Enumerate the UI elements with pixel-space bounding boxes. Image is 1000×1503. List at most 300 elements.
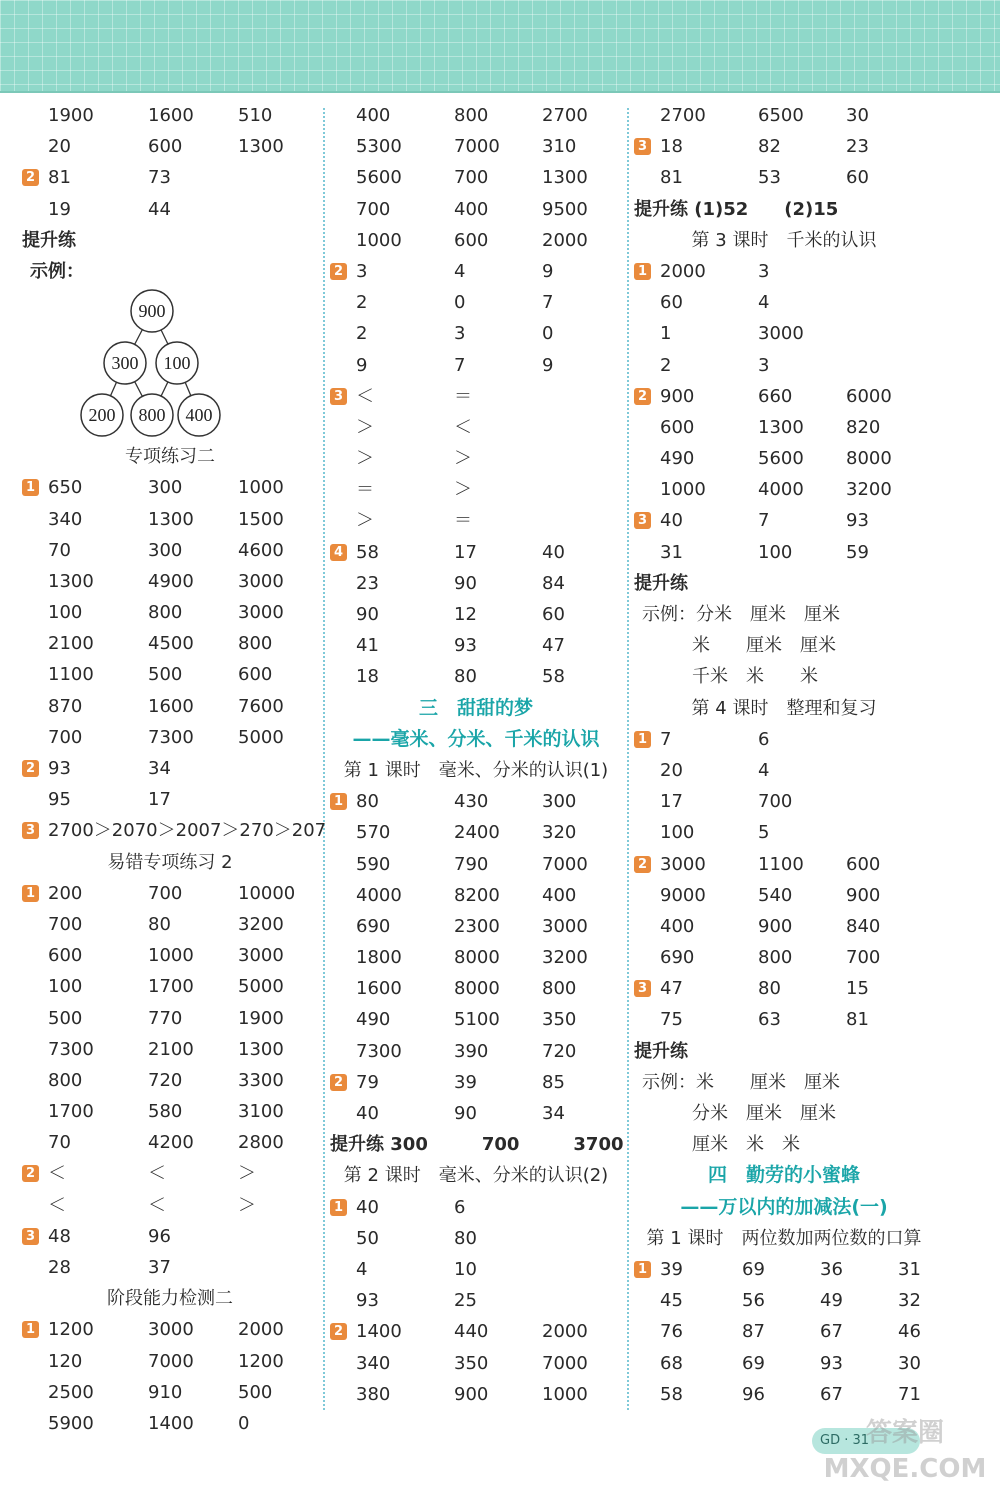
answer-row — [634, 505, 934, 536]
question-number-badge: 3 — [22, 822, 39, 839]
answer-value: ＞ — [454, 448, 472, 470]
answer-value: 3000 — [238, 945, 284, 967]
answer-row — [22, 131, 318, 162]
answer-row — [22, 940, 318, 971]
answer-row — [330, 162, 622, 193]
answer-value: ＞ — [238, 1194, 256, 1216]
answer-value: ＜ — [356, 385, 374, 407]
answer-value: 600 — [660, 416, 695, 438]
answer-row — [22, 100, 318, 131]
answer-value: 1200 — [238, 1350, 284, 1372]
answer-value: ＜ — [48, 1194, 66, 1216]
answer-row — [22, 1003, 318, 1034]
answer-value: 840 — [846, 915, 881, 937]
answer-value: 9500 — [542, 198, 588, 220]
answer-value: 1200 — [48, 1319, 94, 1341]
answer-value: 700 — [148, 882, 183, 904]
answer-row — [330, 100, 622, 131]
answer-value: ＝ — [454, 510, 472, 532]
page-header-band — [0, 0, 1000, 93]
answer-value: 100 — [660, 822, 695, 844]
answer-row — [22, 225, 318, 256]
answer-value: 0 — [542, 323, 554, 345]
answer-row — [22, 504, 318, 535]
answer-row — [22, 691, 318, 722]
question-number-badge: 1 — [22, 885, 39, 902]
answer-value: 5300 — [356, 136, 402, 158]
answer-value: 500 — [148, 664, 183, 686]
answer-row — [330, 630, 622, 661]
answer-value: 570 — [356, 822, 391, 844]
answer-value: 90 — [454, 572, 477, 594]
answer-row — [634, 100, 934, 131]
answer-value: 5000 — [238, 726, 284, 748]
answer-row — [330, 817, 622, 848]
question-number-badge: 3 — [634, 980, 651, 997]
answer-value: 23 — [846, 136, 869, 158]
answer-value: 7300 — [148, 726, 194, 748]
answer-value: 18 — [356, 666, 379, 688]
answer-value: 380 — [356, 1383, 391, 1405]
answer-value: 770 — [148, 1007, 183, 1029]
answer-value: 1700 — [48, 1101, 94, 1123]
answer-value: 80 — [758, 978, 781, 1000]
answer-value: 2000 — [238, 1319, 284, 1341]
answer-value: 76 — [660, 1321, 683, 1343]
answer-value: 340 — [356, 1352, 391, 1374]
answer-row — [634, 1067, 934, 1098]
question-number-badge: 4 — [330, 544, 347, 561]
answer-value: 700 — [758, 791, 793, 813]
answer-value: 90 — [454, 1103, 477, 1124]
answer-value: 67 — [820, 1321, 843, 1343]
answer-row — [22, 256, 318, 287]
answer-value: 6 — [758, 728, 770, 750]
answer-value: 3 — [454, 323, 466, 345]
answer-value: 81 — [846, 1009, 869, 1031]
answer-value: 1 — [660, 323, 672, 345]
answer-value: 58 — [542, 666, 565, 688]
answer-value: ＞ — [238, 1163, 256, 1185]
answer-value: 39 — [660, 1258, 683, 1280]
answer-value: 2100 — [48, 633, 94, 655]
answer-row — [330, 1379, 622, 1410]
answer-value: 900 — [660, 385, 695, 407]
answer-value: 7300 — [356, 1040, 402, 1062]
answer-value: 1000 — [356, 229, 402, 251]
answer-row — [634, 350, 934, 381]
answer-value: 800 — [542, 978, 577, 1000]
answer-value: 580 — [148, 1101, 183, 1123]
answer-value: 93 — [454, 635, 477, 657]
answer-row — [634, 474, 934, 505]
answer-value: 3000 — [542, 915, 588, 937]
answer-value: 93 — [356, 1290, 379, 1312]
answer-line: 提升练 (1)52 (2)15 — [634, 198, 839, 220]
answer-value: 4000 — [758, 479, 804, 501]
answer-value: 660 — [758, 385, 793, 407]
answer-value: ＞ — [356, 510, 374, 532]
answer-value: 80 — [148, 913, 171, 935]
answer-row — [634, 537, 934, 568]
answer-row — [634, 942, 934, 973]
section-title: 易错专项练习 2 — [107, 851, 233, 873]
answer-row — [634, 693, 934, 724]
answer-row — [22, 815, 327, 846]
answer-row — [330, 474, 622, 505]
answer-value: 28 — [48, 1257, 71, 1278]
tree-node-value: 800 — [138, 405, 166, 426]
answer-row — [22, 1314, 318, 1345]
answer-row — [330, 505, 622, 536]
answer-value: 440 — [454, 1321, 489, 1343]
answer-value: 350 — [542, 1009, 577, 1031]
section-label: 提升练 — [22, 229, 76, 251]
tree-node-value: 400 — [185, 405, 213, 426]
answer-value: 1300 — [238, 1038, 284, 1060]
answer-row — [22, 722, 318, 753]
answer-value: 700 — [48, 726, 83, 748]
answer-row — [22, 878, 318, 909]
answer-row — [22, 535, 318, 566]
answer-column-2 — [330, 100, 622, 1410]
answer-row — [330, 973, 622, 1004]
answer-row — [22, 441, 318, 472]
answer-value: 87 — [742, 1321, 765, 1343]
section-label: 提升练 — [634, 1040, 688, 1062]
answer-column-3 — [634, 100, 934, 1410]
answer-value: 19 — [48, 198, 71, 220]
answer-value: 1800 — [356, 947, 402, 969]
answer-row — [330, 443, 622, 474]
answer-value: ＜ — [148, 1163, 166, 1185]
answer-value: 59 — [846, 541, 869, 563]
answer-row — [634, 1098, 934, 1129]
answer-row — [330, 1316, 622, 1347]
tree-node-value: 900 — [138, 301, 166, 322]
answer-value: 1600 — [356, 978, 402, 1000]
answer-value: 1300 — [48, 570, 94, 592]
question-number-badge: 3 — [330, 388, 347, 405]
answer-value: 3100 — [238, 1101, 284, 1123]
tree-node-value: 200 — [88, 405, 116, 426]
answer-value: 7600 — [238, 695, 284, 717]
number-tree-diagram — [22, 287, 318, 441]
answer-value: ＜ — [148, 1194, 166, 1216]
answer-row — [634, 318, 934, 349]
answer-value: 39 — [454, 1071, 477, 1093]
answer-value: 60 — [542, 604, 565, 625]
answer-value: 79 — [356, 1071, 379, 1093]
answer-value: 300 — [148, 477, 183, 499]
answer-row — [634, 1254, 934, 1285]
answer-value: 2 — [356, 323, 368, 345]
answer-line: 示例：米 厘米 厘米 — [642, 1071, 840, 1093]
answer-value: 690 — [356, 915, 391, 937]
answer-value: 40 — [542, 541, 565, 563]
answer-value: 1100 — [48, 664, 94, 686]
answer-value: 100 — [758, 541, 793, 563]
answer-row — [634, 381, 934, 412]
answer-value: 7 — [542, 292, 554, 314]
answer-row — [330, 849, 622, 880]
watermark — [820, 1415, 990, 1495]
answer-value: 12 — [454, 604, 477, 625]
answer-value: 720 — [542, 1040, 577, 1062]
answer-row — [330, 537, 622, 568]
answer-value: 30 — [898, 1352, 921, 1374]
answer-value: 1500 — [238, 508, 284, 530]
answer-value: 48 — [48, 1225, 71, 1247]
answer-line: 提升练 300 700 3700 — [330, 1134, 624, 1156]
answer-row — [634, 1192, 934, 1223]
answer-row — [330, 1129, 622, 1160]
answer-row — [634, 1223, 934, 1254]
answer-value: 82 — [758, 136, 781, 158]
answer-value: 70 — [48, 1132, 71, 1154]
answer-value: 69 — [742, 1258, 765, 1280]
answer-value: 1900 — [238, 1007, 284, 1029]
answer-value: 200 — [48, 882, 83, 904]
unit-heading: 三 甜甜的梦 — [418, 696, 533, 719]
answer-row — [330, 350, 622, 381]
answer-value: 46 — [898, 1321, 921, 1343]
answer-row — [634, 1348, 934, 1379]
answer-row — [22, 1127, 318, 1158]
answer-value: 2700 — [542, 105, 588, 126]
answer-row — [330, 1160, 622, 1191]
answer-row — [634, 568, 934, 599]
answer-value: 900 — [454, 1383, 489, 1405]
answer-value: 2300 — [454, 915, 500, 937]
answer-value: 800 — [148, 602, 183, 624]
answer-value: 1300 — [758, 416, 804, 438]
answer-value: 120 — [48, 1350, 83, 1372]
answer-row — [330, 1254, 622, 1285]
answer-value: 37 — [148, 1257, 171, 1278]
answer-row — [330, 724, 622, 755]
answer-row — [330, 755, 622, 786]
answer-value: 80 — [356, 791, 379, 813]
answer-value: 3 — [758, 260, 770, 282]
column-divider — [323, 108, 325, 1410]
answer-value: ＞ — [454, 479, 472, 501]
answer-value: 41 — [356, 635, 379, 657]
answer-row — [22, 597, 318, 628]
answer-value: 2 — [660, 354, 672, 376]
section-title: 专项练习二 — [125, 446, 215, 468]
answer-row — [634, 630, 934, 661]
answer-value: 2700 — [660, 105, 706, 126]
answer-row — [634, 973, 934, 1004]
answer-value: 96 — [148, 1225, 171, 1247]
answer-row — [634, 412, 934, 443]
answer-value: 9 — [356, 354, 368, 376]
answer-row — [634, 911, 934, 942]
answer-row — [22, 971, 318, 1002]
answer-value: 4 — [454, 260, 466, 282]
answer-row — [330, 256, 622, 287]
answer-line: 千米 米 米 — [692, 666, 818, 688]
answer-row — [330, 942, 622, 973]
answer-value: 93 — [820, 1352, 843, 1374]
answer-value: 320 — [542, 822, 577, 844]
answer-value: 1400 — [148, 1412, 194, 1434]
answer-value: 6 — [454, 1196, 466, 1218]
answer-value: 1900 — [48, 105, 94, 126]
answer-value: 1400 — [356, 1321, 402, 1343]
answer-value: 600 — [846, 853, 881, 875]
answer-value: 4 — [758, 292, 770, 314]
answer-value: 9000 — [660, 884, 706, 906]
question-number-badge: 1 — [634, 1261, 651, 1278]
question-number-badge: 1 — [330, 1199, 347, 1216]
answer-row — [330, 1285, 622, 1316]
answer-value: 60 — [660, 292, 683, 314]
answer-value: 350 — [454, 1352, 489, 1374]
answer-value: 49 — [820, 1290, 843, 1312]
answer-value: ＜ — [48, 1163, 66, 1185]
answer-value: 870 — [48, 695, 83, 717]
answer-value: 8000 — [454, 947, 500, 969]
answer-value: 2100 — [148, 1038, 194, 1060]
answer-value: 67 — [820, 1383, 843, 1405]
answer-value: 10 — [454, 1258, 477, 1280]
answer-value: 3000 — [660, 853, 706, 875]
answer-value: 4500 — [148, 633, 194, 655]
answer-value: 5000 — [238, 976, 284, 998]
answer-value: 44 — [148, 198, 171, 220]
answer-row — [330, 568, 622, 599]
answer-value: 2500 — [48, 1381, 94, 1403]
answer-value: 17 — [454, 541, 477, 563]
answer-row — [634, 194, 934, 225]
answer-line: 厘米 米 米 — [692, 1134, 800, 1156]
unit-heading: ——万以内的加减法(一) — [680, 1195, 888, 1218]
answer-value: ＝ — [454, 385, 472, 407]
answer-value: 510 — [238, 105, 273, 126]
answer-value: 490 — [660, 448, 695, 470]
answer-value: 3200 — [238, 913, 284, 935]
answer-row — [22, 1221, 318, 1252]
answer-value: 7 — [454, 354, 466, 376]
answer-row — [634, 599, 934, 630]
answer-value: 20 — [660, 759, 683, 781]
question-number-badge: 1 — [634, 263, 651, 280]
answer-row — [330, 661, 622, 692]
answer-value: 5 — [758, 822, 770, 844]
answer-row — [22, 1252, 318, 1283]
answer-value: 7 — [758, 510, 770, 532]
answer-value: 700 — [846, 947, 881, 969]
tree-node-value: 300 — [111, 353, 139, 374]
answer-value: 6000 — [846, 385, 892, 407]
answer-value: 7000 — [454, 136, 500, 158]
question-number-badge: 2 — [22, 760, 39, 777]
section-label: 提升练 — [634, 572, 688, 594]
answer-row — [330, 911, 622, 942]
answer-value: 9 — [542, 260, 554, 282]
answer-row — [330, 318, 622, 349]
answer-value: 400 — [542, 884, 577, 906]
answer-value: 34 — [148, 758, 171, 779]
answer-value: 15 — [846, 978, 869, 1000]
answer-value: 500 — [48, 1007, 83, 1029]
answer-row — [330, 1067, 622, 1098]
answer-value: 56 — [742, 1290, 765, 1312]
answer-row — [22, 1034, 318, 1065]
answer-row — [22, 628, 318, 659]
answer-value: 900 — [846, 884, 881, 906]
answer-value: 80 — [454, 666, 477, 688]
answer-row — [634, 1379, 934, 1410]
answer-value: 40 — [356, 1103, 379, 1124]
answer-row — [22, 909, 318, 940]
answer-value: 4000 — [356, 884, 402, 906]
answer-row — [22, 1377, 318, 1408]
question-number-badge: 1 — [330, 793, 347, 810]
answer-value: 1100 — [758, 853, 804, 875]
answer-row — [634, 225, 934, 256]
section-title: 第 1 课时 毫米、分米的认识(1) — [343, 759, 609, 781]
answer-value: 1300 — [238, 136, 284, 158]
answer-value: 3 — [356, 260, 368, 282]
answer-value: 5600 — [758, 448, 804, 470]
answer-row — [634, 661, 934, 692]
section-title: 第 3 课时 千米的认识 — [691, 229, 877, 251]
answer-line: 2700＞2070＞2007＞270＞207 — [48, 820, 327, 842]
answer-row — [634, 724, 934, 755]
answer-value: 1600 — [148, 695, 194, 717]
answer-value: 700 — [48, 913, 83, 935]
answer-value: 700 — [454, 167, 489, 189]
answer-value: 84 — [542, 572, 565, 594]
page-number-badge: GD · 31 — [812, 1428, 920, 1454]
answer-row — [330, 693, 622, 724]
answer-row — [330, 1348, 622, 1379]
answer-value: 100 — [48, 602, 83, 624]
question-number-badge: 3 — [634, 138, 651, 155]
answer-value: 400 — [454, 198, 489, 220]
answer-value: 7000 — [542, 853, 588, 875]
answer-value: 590 — [356, 853, 391, 875]
answer-row — [634, 880, 934, 911]
answer-value: 500 — [238, 1381, 273, 1403]
answer-value: 800 — [758, 947, 793, 969]
answer-row — [330, 1098, 622, 1129]
answer-value: 6500 — [758, 105, 804, 126]
question-number-badge: 1 — [22, 1321, 39, 1338]
question-number-badge: 1 — [22, 479, 39, 496]
answer-value: 4 — [758, 759, 770, 781]
answer-value: 650 — [48, 477, 83, 499]
tree-node-value: 100 — [163, 353, 191, 374]
answer-row — [634, 287, 934, 318]
answer-value: 34 — [542, 1103, 565, 1124]
answer-value: 4 — [356, 1258, 368, 1280]
answer-row — [634, 849, 934, 880]
unit-heading: 四 勤劳的小蜜蜂 — [707, 1164, 860, 1187]
answer-row — [22, 659, 318, 690]
answer-value: 9 — [542, 354, 554, 376]
answer-value: 8000 — [846, 448, 892, 470]
answer-value: 3300 — [238, 1069, 284, 1091]
answer-row — [634, 1129, 934, 1160]
answer-value: 1000 — [660, 479, 706, 501]
answer-value: 310 — [542, 136, 577, 158]
answer-value: 5100 — [454, 1009, 500, 1031]
answer-row — [22, 1346, 318, 1377]
